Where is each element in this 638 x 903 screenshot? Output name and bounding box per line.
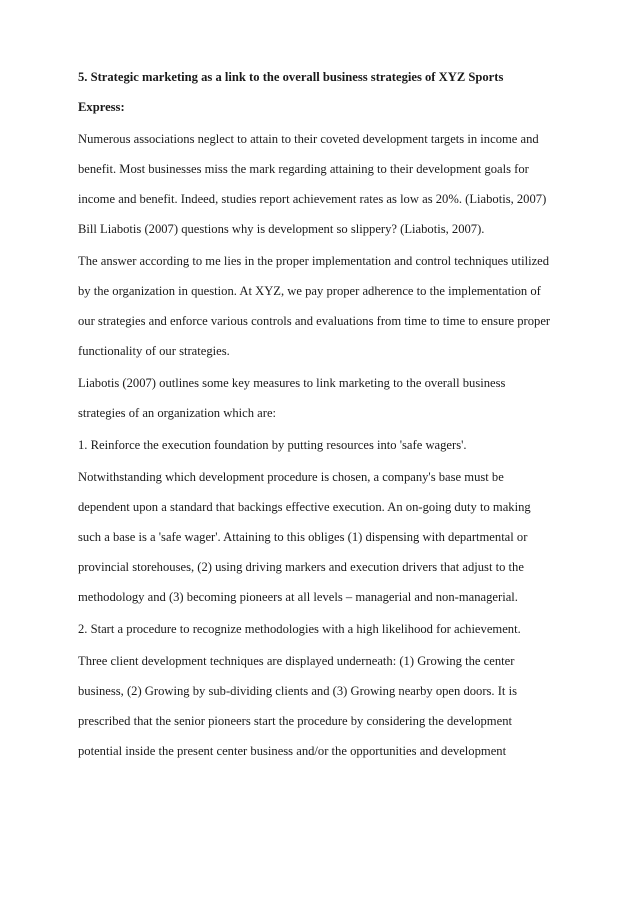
paragraph-7-line: business, (2) Growing by sub-dividing clients and (3) Growing nearby open doors. It is: [78, 684, 517, 698]
paragraph-2-line: our strategies and enforce various controls and evaluations from time to time to ensure proper: [78, 314, 551, 328]
paragraph-3-line: Liabotis (2007) outlines some key measures to link marketing to the overall business: [78, 376, 506, 390]
body-text: [78, 132, 578, 758]
document-page: [78, 70, 578, 758]
paragraph-7-line: potential inside the present center business and/or the opportunities and development: [78, 744, 507, 758]
paragraph-6-line: 2. Start a procedure to recognize methodologies with a high likelihood for achievement.: [78, 622, 521, 636]
paragraph-7-line: Three client development techniques are displayed underneath: (1) Growing the center: [78, 654, 515, 668]
paragraph-2-line: The answer according to me lies in the proper implementation and control techniques utilized: [78, 254, 550, 268]
section-heading-line-1: 5. Strategic marketing as a link to the overall business strategies of XYZ Sports: [78, 70, 504, 84]
paragraph-5-line: Notwithstanding which development procedure is chosen, a company's base must be: [78, 470, 504, 484]
paragraph-5-line: dependent upon a standard that backings effective execution. An on-going duty to making: [78, 500, 531, 514]
paragraph-5-line: provincial storehouses, (2) using driving markers and execution drivers that adjust to the: [78, 560, 524, 574]
paragraph-5-line: methodology and (3) becoming pioneers at all levels – managerial and non-managerial.: [78, 590, 518, 604]
paragraph-1-line: Bill Liabotis (2007) questions why is development so slippery? (Liabotis, 2007).: [78, 222, 485, 236]
paragraph-5-line: such a base is a 'safe wager'. Attaining to this obliges (1) dispensing with departmental or: [78, 530, 528, 544]
paragraph-4-line: 1. Reinforce the execution foundation by putting resources into 'safe wagers'.: [78, 438, 467, 452]
paragraph-1-line: benefit. Most businesses miss the mark regarding attaining to their development goals for: [78, 162, 529, 176]
paragraph-1-line: income and benefit. Indeed, studies report achievement rates as low as 20%. (Liabotis, 2007): [78, 192, 547, 206]
paragraph-7-line: prescribed that the senior pioneers start the procedure by considering the development: [78, 714, 512, 728]
section-heading-line-2: Express:: [78, 100, 125, 114]
paragraph-1-line: Numerous associations neglect to attain to their coveted development targets in income and: [78, 132, 539, 146]
paragraph-3-line: strategies of an organization which are:: [78, 406, 277, 420]
paragraph-2-line: by the organization in question. At XYZ, we pay proper adherence to the implementation of: [78, 284, 541, 298]
paragraph-2-line: functionality of our strategies.: [78, 344, 230, 358]
